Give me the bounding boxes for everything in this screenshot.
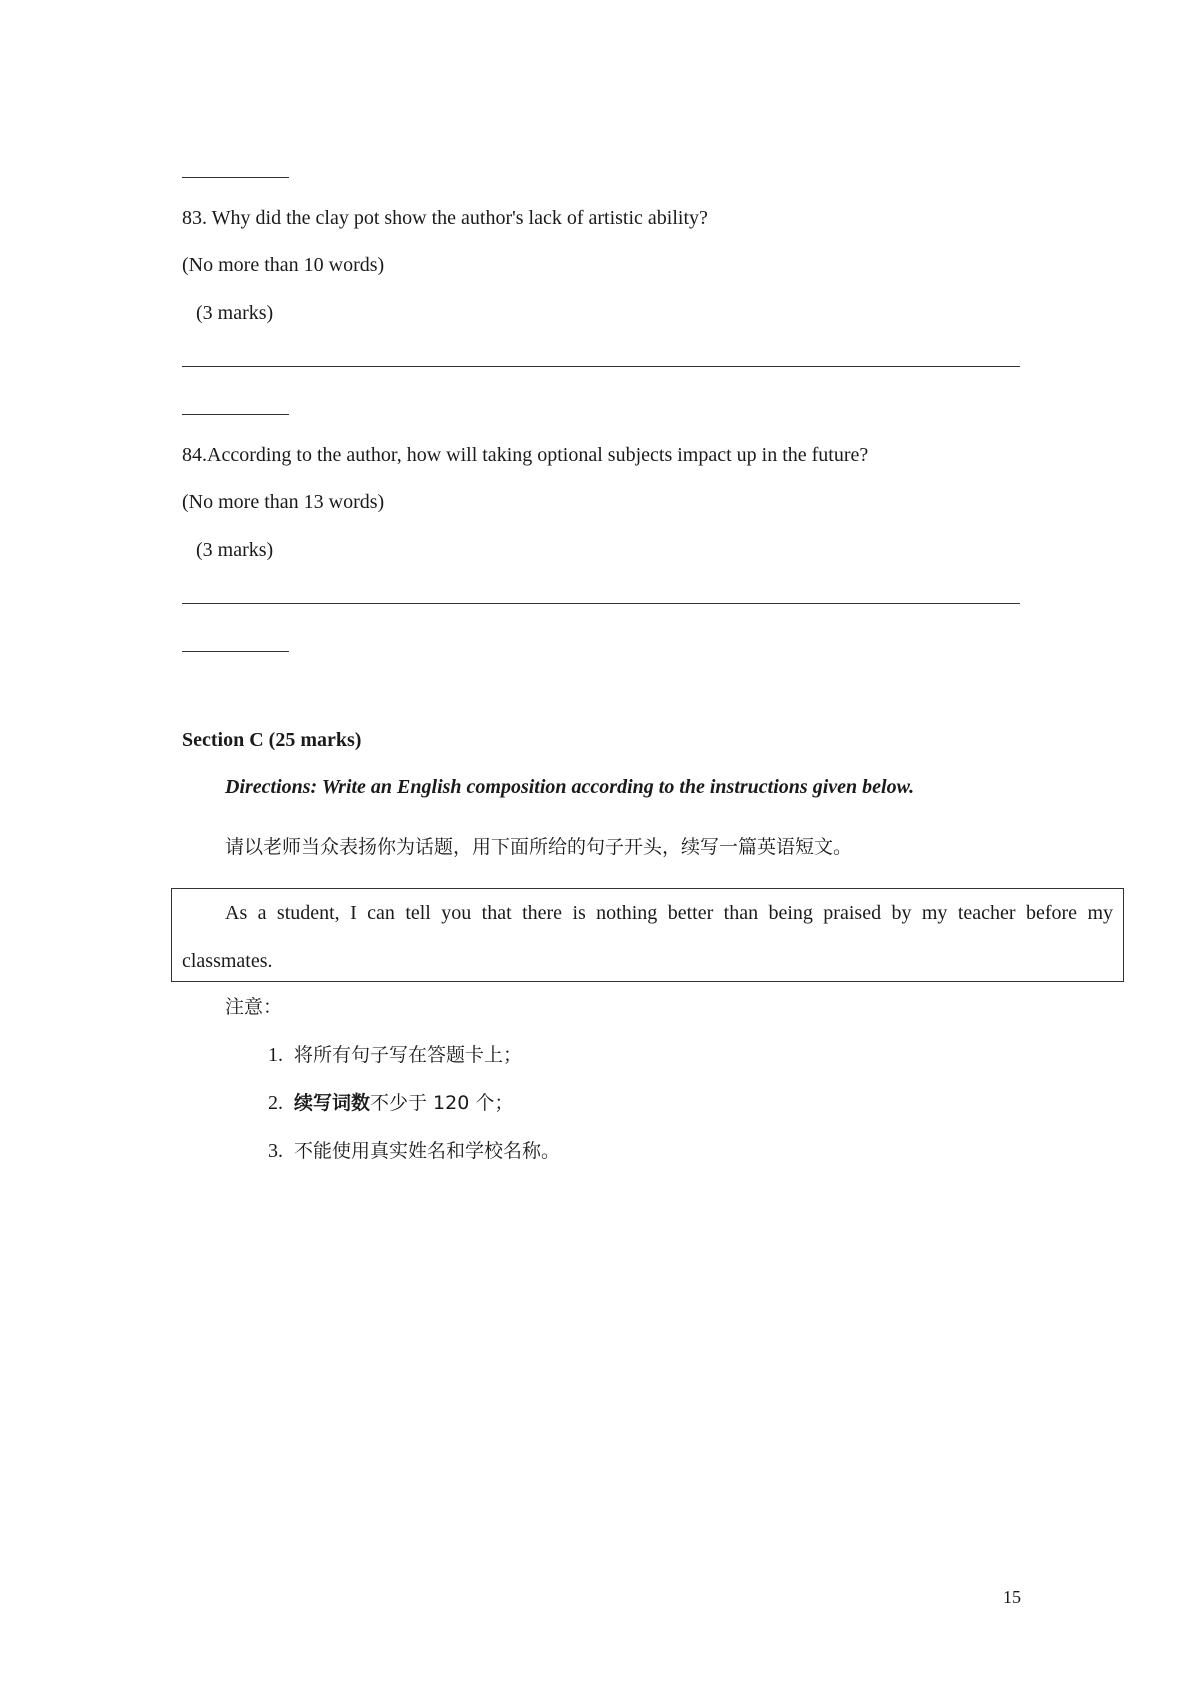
notes-title: 注意： — [225, 996, 283, 1018]
prompt-line-1: As a student, I can tell you that there is nothing better than being praised by my teacher before my — [225, 902, 1113, 924]
answer-line — [182, 651, 289, 652]
note-number: 1. — [268, 1044, 283, 1066]
note-text: 不少于 120 个； — [370, 1092, 514, 1114]
directions: Directions: Write an English composition according to the instructions given below. — [225, 776, 915, 798]
word-limit-83: (No more than 10 words) — [182, 254, 385, 276]
note-number: 2. — [268, 1092, 283, 1114]
note-item — [268, 1141, 560, 1161]
question-83: 83. Why did the clay pot show the author's lack of artistic ability? — [182, 207, 708, 229]
note-bold-text: 续写词数 — [294, 1092, 371, 1114]
word-limit-84: (No more than 13 words) — [182, 491, 385, 513]
note-text: 不能使用真实姓名和学校名称。 — [294, 1140, 561, 1162]
note-number: 3. — [268, 1140, 283, 1162]
note-item — [268, 1093, 513, 1113]
marks-84: (3 marks) — [196, 539, 274, 561]
answer-line — [182, 366, 1020, 367]
instruction-cn: 请以老师当众表扬你为话题，用下面所给的句子开头，续写一篇英语短文。 — [225, 836, 853, 858]
answer-line — [182, 177, 289, 178]
marks-83: (3 marks) — [196, 302, 274, 324]
note-text: 将所有句子写在答题卡上； — [294, 1044, 523, 1066]
page-number: 15 — [1003, 1587, 1021, 1607]
answer-line — [182, 603, 1020, 604]
section-heading: Section C (25 marks) — [182, 729, 362, 751]
prompt-line-2: classmates. — [182, 950, 273, 972]
answer-line — [182, 414, 289, 415]
note-item — [268, 1045, 522, 1065]
question-84: 84.According to the author, how will taking optional subjects impact up in the future? — [182, 444, 869, 466]
